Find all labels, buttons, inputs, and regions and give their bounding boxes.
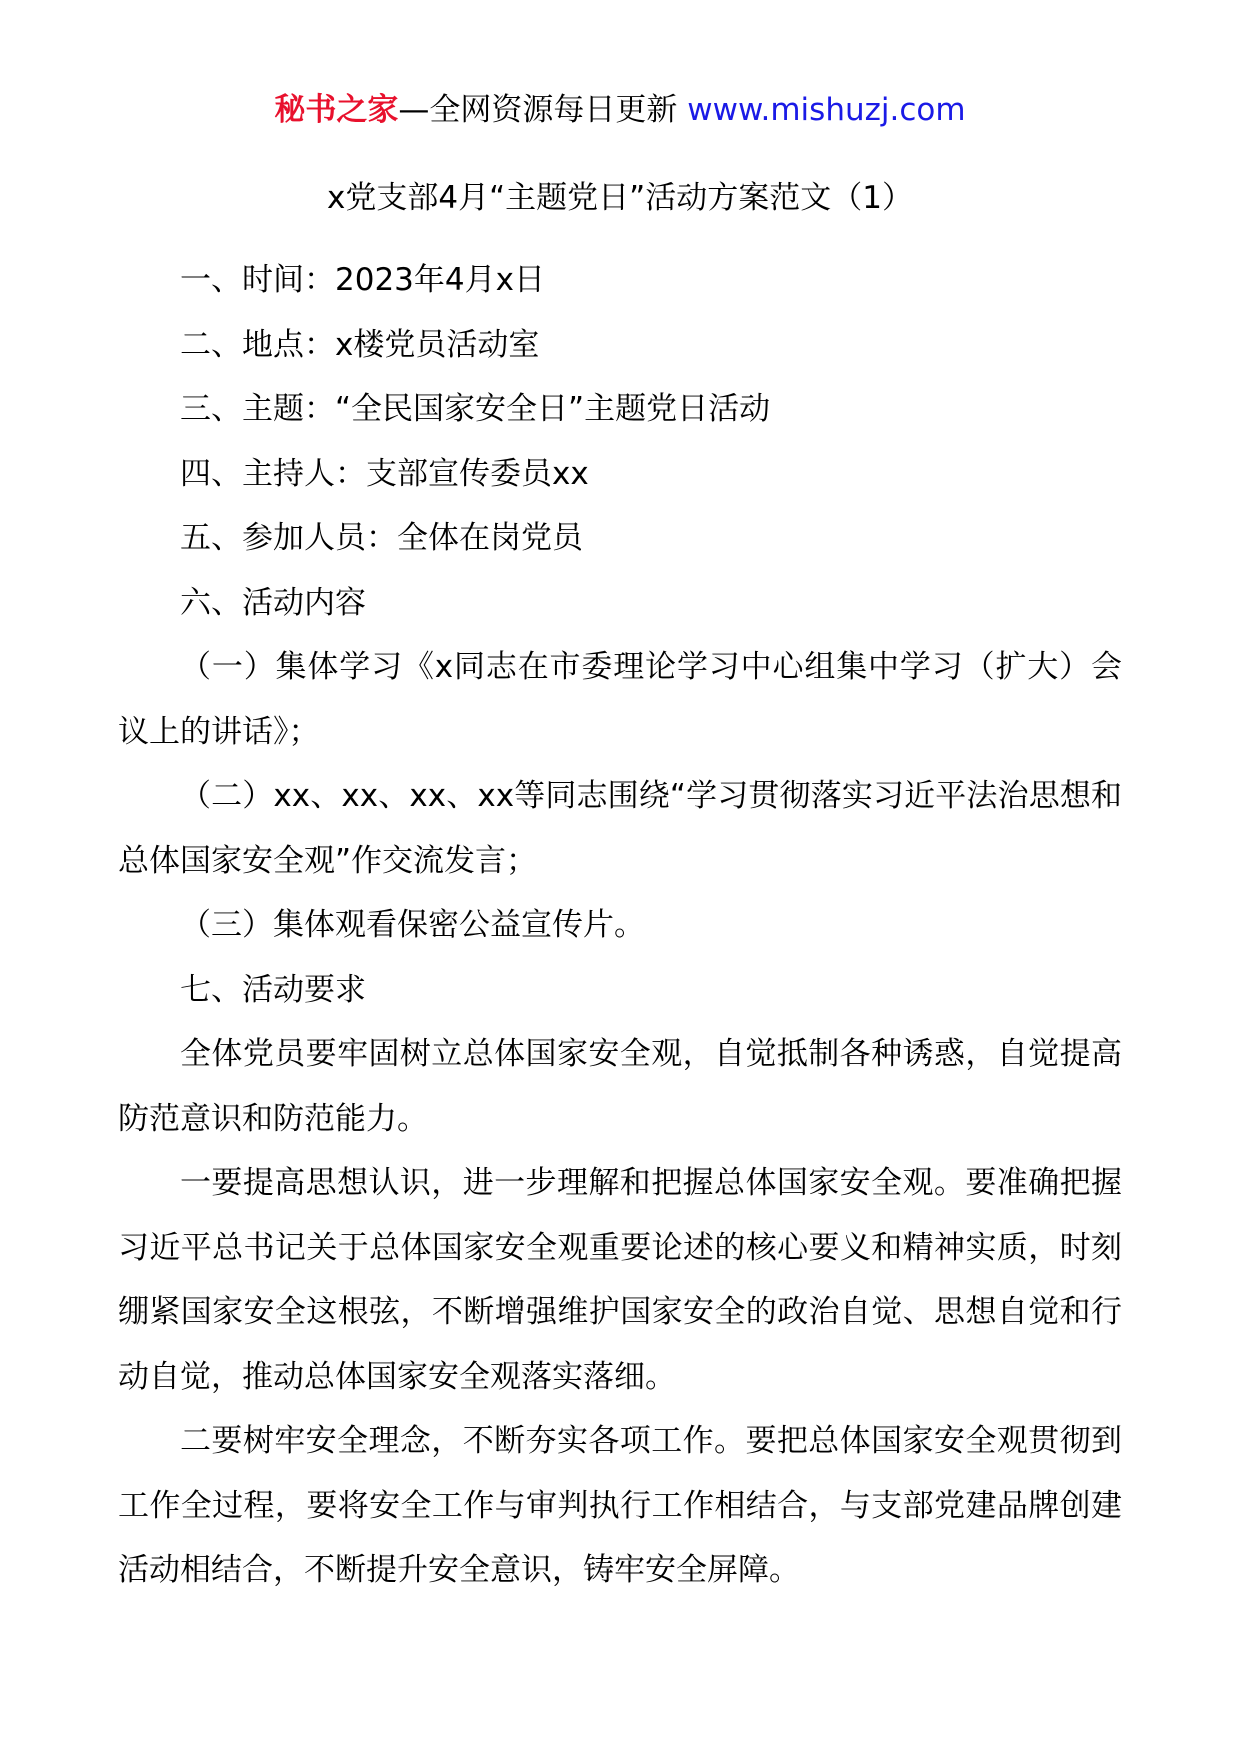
item-participants: 五、参加人员：全体在岗党员 [180, 520, 583, 556]
content-item: （二）xx、xx、xx、xx等同志围绕“学习贯彻落实习近平法治思想和总体国家安全观”作交流发言； [118, 778, 1122, 879]
site-header [0, 88, 1240, 132]
requirement-paragraph: 全体党员要牢固树立总体国家安全观，自觉抵制各种诱惑，自觉提高防范意识和防范能力。 [118, 1036, 1122, 1137]
requirement-paragraph: 二要树牢安全理念，不断夯实各项工作。要把总体国家安全观贯彻到工作全过程，要将安全工作与审判执行工作相结合，与支部党建品牌创建活动相结合，不断提升安全意识，铸牢安全屏障。 [118, 1423, 1122, 1588]
item-theme: 三、主题：“全民国家安全日”主题党日活动 [180, 391, 771, 427]
item-time: 一、时间：2023年4月x日 [180, 262, 545, 298]
header-tagline: —全网资源每日更新 [398, 92, 678, 128]
content-item: （一）集体学习《x同志在市委理论学习中心组集中学习（扩大）会议上的讲话》； [118, 649, 1122, 750]
item-location: 二、地点：x楼党员活动室 [180, 326, 540, 363]
requirement-paragraph: 一要提高思想认识，进一步理解和把握总体国家安全观。要准确把握习近平总书记关于总体国家安全观重要论述的核心要义和精神实质，时刻绷紧国家安全这根弦，不断增强维护国家安全的政治自觉、思想自觉和行动自觉，推动总体国家安全观落实落细。 [118, 1165, 1122, 1395]
brand-name: 秘书之家 [274, 92, 399, 128]
site-url-link[interactable]: www.mishuzj.com [687, 92, 966, 128]
document-body [118, 248, 1122, 1603]
item-host: 四、主持人：支部宣传委员xx [180, 455, 589, 492]
document-title: x党支部4月“主题党日”活动方案范文（1） [327, 180, 913, 216]
heading-requirements: 七、活动要求 [180, 971, 366, 1008]
heading-activity-content: 六、活动内容 [180, 584, 366, 621]
content-item: （三）集体观看保密公益宣传片。 [180, 907, 645, 943]
